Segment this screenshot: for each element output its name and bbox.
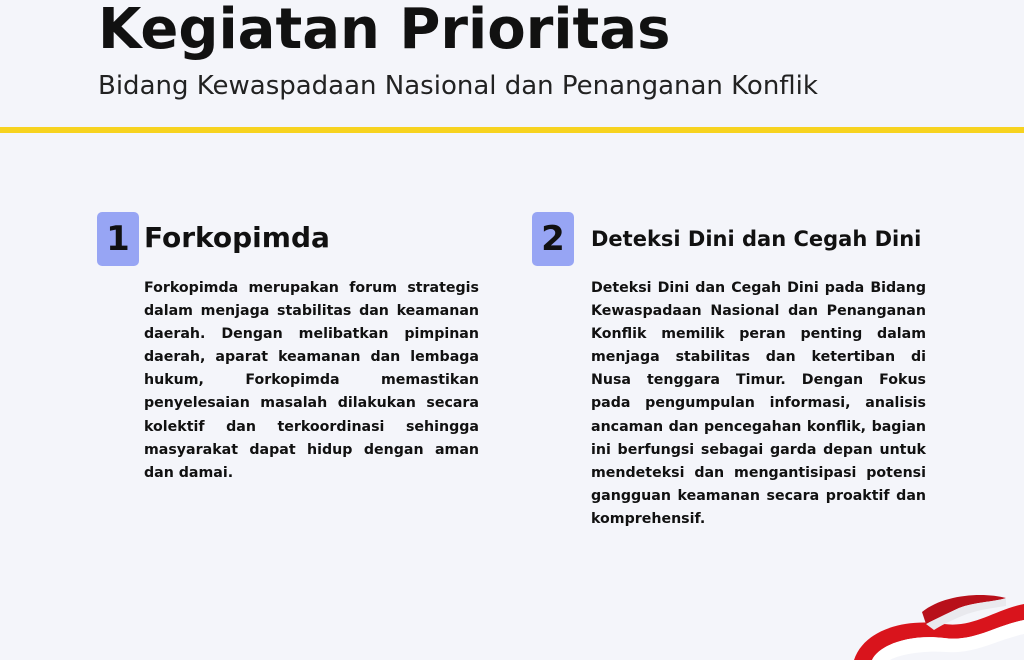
- yellow-divider-line: [0, 127, 1024, 133]
- page-subtitle: Bidang Kewaspadaan Nasional dan Penanganan Konflik: [98, 71, 818, 101]
- page-title: Kegiatan Prioritas: [98, 0, 671, 62]
- section-body-forkopimda: Forkopimda merupakan forum strategis dalam menjaga stabilitas dan keamanan daerah. Dengan melibatkan pimpinan daerah, aparat keamanan dan lembaga hukum, Forkopimda memastikan penyelesaian masalah dilakukan secara kolektif dan terkoordinasi sehingga masyarakat dapat hidup dengan aman dan damai.: [144, 280, 479, 481]
- section-number-badge-2: 2: [532, 212, 574, 266]
- section-number-badge-1: 1: [97, 212, 139, 266]
- section-body-deteksi-dini: Deteksi Dini dan Cegah Dini pada Bidang Kewaspadaan Nasional dan Penanganan Konflik memilik peran penting dalam menjaga stabilitas dan ketertiban di Nusa tenggara Timur. Dengan Fokus pada pengumpulan informasi, analisis ancaman dan pencegahan konflik, bagian ini berfungsi sebagai garda depan untuk mendeteksi dan mengantisipasi potensi gangguan keamanan secara proaktif dan komprehensif.: [591, 280, 926, 527]
- section-heading-forkopimda: Forkopimda: [144, 221, 330, 254]
- red-white-flag-ribbon-icon: [834, 590, 1024, 660]
- section-heading-deteksi-dini: Deteksi Dini dan Cegah Dini: [591, 227, 922, 251]
